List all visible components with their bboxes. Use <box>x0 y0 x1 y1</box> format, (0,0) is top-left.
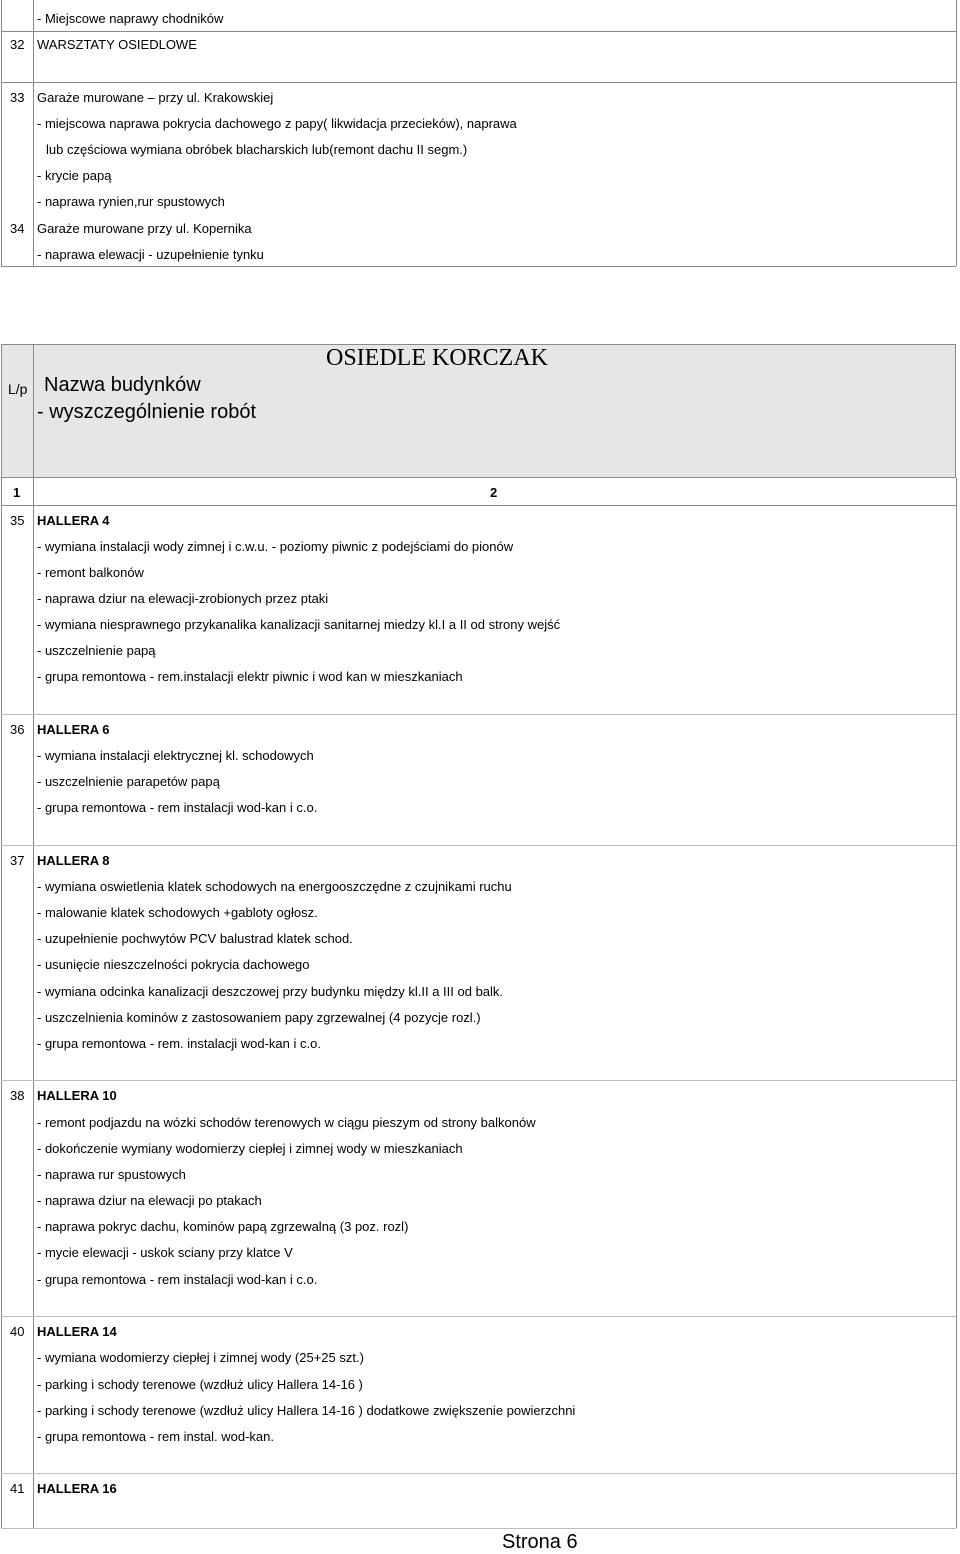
top-col-divider <box>33 0 34 266</box>
row-divider <box>1 845 956 846</box>
row-divider <box>1 1528 956 1529</box>
row-line: - grupa remontowa - rem instalacji wod-kan i c.o. <box>37 1272 318 1287</box>
row-number: 35 <box>10 513 25 528</box>
row-divider <box>1 266 956 267</box>
row-title: WARSZTATY OSIEDLOWE <box>37 37 197 52</box>
column-number: 1 <box>13 485 21 500</box>
row-line: - uszczelnienie parapetów papą <box>37 774 220 789</box>
row-number: 40 <box>10 1324 25 1339</box>
body-right-border <box>956 478 957 1528</box>
column-number: 2 <box>490 485 498 500</box>
row-line: - naprawa rynien,rur spustowych <box>37 194 225 209</box>
row-line: - grupa remontowa - rem. instalacji wod-kan i c.o. <box>37 1036 321 1051</box>
row-divider <box>1 82 956 83</box>
row-divider <box>1 1473 956 1474</box>
row-line: - uszczelnienie papą <box>37 643 156 658</box>
row-number: 37 <box>10 853 25 868</box>
header-col-divider <box>33 344 34 478</box>
column-title: Nazwa budynków <box>44 374 201 396</box>
row-line: - dokończenie wymiany wodomierzy ciepłej i zimnej wody w mieszkaniach <box>37 1141 463 1156</box>
row-line: lub częściowa wymiana obróbek blacharskich lub(remont dachu II segm.) <box>46 142 468 157</box>
row-divider <box>1 31 956 32</box>
body-col-divider <box>33 478 34 1528</box>
row-title: HALLERA 10 <box>37 1088 117 1103</box>
row-title: HALLERA 4 <box>37 513 110 528</box>
row-divider <box>1 714 956 715</box>
row-title: Garaże murowane przy ul. Kopernika <box>37 221 252 236</box>
row-line: - krycie papą <box>37 168 112 183</box>
row-line: - uzupełnienie pochwytów PCV balustrad klatek schod. <box>37 931 353 946</box>
row-title: Garaże murowane – przy ul. Krakowskiej <box>37 90 274 105</box>
row-title: HALLERA 8 <box>37 853 110 868</box>
row-line: - Miejscowe naprawy chodników <box>37 11 224 26</box>
body-left-border <box>1 478 2 1528</box>
row-title: HALLERA 14 <box>37 1324 117 1339</box>
row-line: - parking i schody terenowe (wzdłuż ulicy Hallera 14-16 ) <box>37 1377 363 1392</box>
estate-title: OSIEDLE KORCZAK <box>326 345 548 371</box>
row-line: - remont balkonów <box>37 565 144 580</box>
column-subtitle: - wyszczególnienie robót <box>37 401 256 423</box>
row-line: - remont podjazdu na wózki schodów terenowych w ciągu pieszym od strony balkonów <box>37 1115 536 1130</box>
row-title: HALLERA 16 <box>37 1481 117 1496</box>
row-line: - wymiana wodomierzy ciepłej i zimnej wody (25+25 szt.) <box>37 1350 364 1365</box>
row-line: - grupa remontowa - rem instalacji wod-kan i c.o. <box>37 800 318 815</box>
row-number: 34 <box>10 221 25 236</box>
row-line: - mycie elewacji - uskok sciany przy klatce V <box>37 1245 293 1260</box>
row-number: 38 <box>10 1088 25 1103</box>
row-divider <box>1 1080 956 1081</box>
row-line: - naprawa dziur na elewacji-zrobionych przez ptaki <box>37 591 329 606</box>
row-line: - grupa remontowa - rem.instalacji elektr piwnic i wod kan w mieszkaniach <box>37 669 463 684</box>
row-divider <box>1 1316 956 1317</box>
row-line: - usunięcie nieszczelności pokrycia dachowego <box>37 957 310 972</box>
row-line: - naprawa pokryc dachu, kominów papą zgrzewalną (3 poz. rozl) <box>37 1219 409 1234</box>
row-line: - miejscowa naprawa pokrycia dachowego z papy( likwidacja przecieków), naprawa <box>37 116 517 131</box>
row-line: - wymiana instalacji elektrycznej kl. schodowych <box>37 748 314 763</box>
top-right-border <box>956 0 957 266</box>
row-number: 33 <box>10 90 25 105</box>
row-title: HALLERA 6 <box>37 722 110 737</box>
row-line: - parking i schody terenowe (wzdłuż ulicy Hallera 14-16 ) dodatkowe zwiększenie powierzchni <box>37 1403 576 1418</box>
row-line: - naprawa dziur na elewacji po ptakach <box>37 1193 262 1208</box>
row-number: 36 <box>10 722 25 737</box>
row-line: - wymiana oswietlenia klatek schodowych na energooszczędne z czujnikami ruchu <box>37 879 512 894</box>
row-line: - naprawa rur spustowych <box>37 1167 186 1182</box>
row-line: - malowanie klatek schodowych +gabloty ogłosz. <box>37 905 318 920</box>
row-line: - naprawa elewacji - uzupełnienie tynku <box>37 247 264 262</box>
top-left-border <box>1 0 2 266</box>
row-line: - grupa remontowa - rem instal. wod-kan. <box>37 1429 274 1444</box>
lp-label: L/p <box>8 381 28 397</box>
row-line: - wymiana odcinka kanalizacji deszczowej przy budynku między kl.II a III od balk. <box>37 984 504 999</box>
row-line: - uszczelnienia kominów z zastosowaniem papy zgrzewalnej (4 pozycje rozl.) <box>37 1010 481 1025</box>
header-numbers-divider <box>1 505 956 506</box>
row-line: - wymiana niesprawnego przykanalika kanalizacji sanitarnej miedzy kl.I a II od strony wejść <box>37 617 561 632</box>
page-number: Strona 6 <box>502 1531 578 1553</box>
row-number: 41 <box>10 1481 25 1496</box>
row-number: 32 <box>10 37 25 52</box>
row-line: - wymiana instalacji wody zimnej i c.w.u. - poziomy piwnic z podejściami do pionów <box>37 539 514 554</box>
